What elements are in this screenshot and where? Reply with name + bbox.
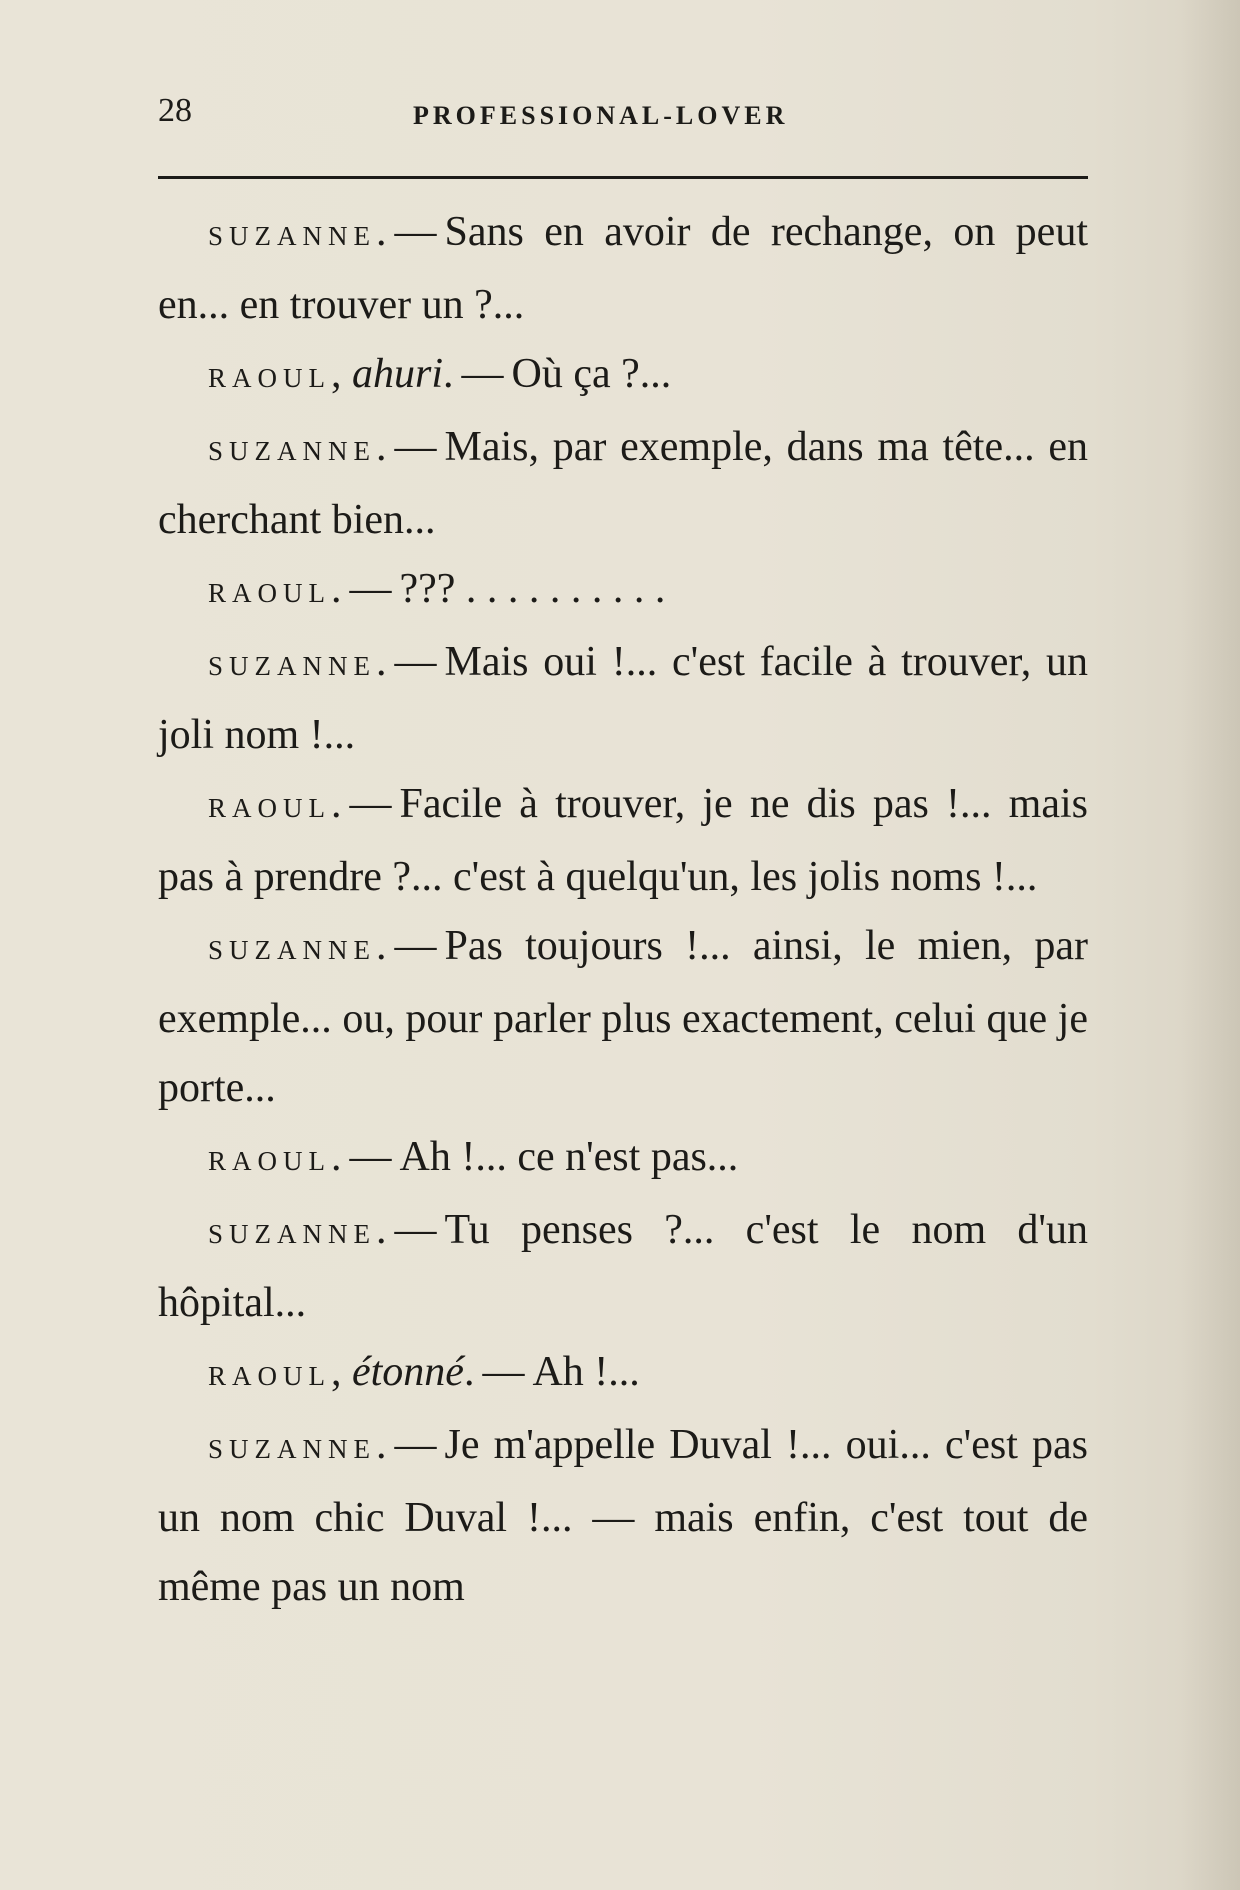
speaker-name: RAOUL <box>208 363 331 393</box>
page-edge-shadow <box>1180 0 1240 1890</box>
line-text: Mais oui !... c'est facile à trouver, un joli nom !... <box>158 639 1088 758</box>
header-rule <box>158 176 1088 179</box>
dialogue-line: SUZANNE. — Sans en avoir de rechange, on peut en... en trouver un ?... <box>158 209 1088 328</box>
speaker-name: RAOUL <box>208 1361 331 1391</box>
speaker-name: RAOUL <box>208 793 331 823</box>
line-text: Tu penses ?... c'est le nom d'un hôpital... <box>158 1207 1088 1326</box>
line-text: Où ça ?... <box>511 351 672 397</box>
page-header <box>158 92 1088 142</box>
stage-direction: étonné <box>352 1349 464 1395</box>
dialogue-line: SUZANNE. — Mais oui !... c'est facile à trouver, un joli nom !... <box>158 639 1088 758</box>
dialogue-line: RAOUL. — ??? . . . . . . . . . . <box>208 566 666 612</box>
dialogue-line: SUZANNE. — Pas toujours !... ainsi, le mien, par exemple... ou, pour parler plus exactement, celui que je porte... <box>158 923 1088 1111</box>
line-text: Pas toujours !... ainsi, le mien, par exemple... ou, pour parler plus exactement, celui que je porte... <box>158 923 1088 1111</box>
speaker-name: RAOUL <box>208 1146 331 1176</box>
dialogue-line: RAOUL. — Facile à trouver, je ne dis pas !... mais pas à prendre ?... c'est à quelqu'un, les jolis noms !... <box>158 781 1088 900</box>
line-text: Sans en avoir de rechange, on peut en... en trouver un ?... <box>158 209 1088 328</box>
speaker-name: SUZANNE <box>208 935 376 965</box>
speaker-name: SUZANNE <box>208 436 376 466</box>
speaker-name: SUZANNE <box>208 1434 376 1464</box>
line-text: Je m'appelle Duval !... oui... c'est pas un nom chic Duval !... — mais enfin, c'est tout de même pas un nom <box>158 1422 1088 1610</box>
running-title: PROFESSIONAL-LOVER <box>413 101 789 130</box>
speaker-name: SUZANNE <box>208 1219 376 1249</box>
line-text: Ah !... ce n'est pas... <box>399 1134 739 1180</box>
dialogue-line: SUZANNE. — Je m'appelle Duval !... oui... c'est pas un nom chic Duval !... — mais enfin, c'est tout de même pas un nom <box>158 1422 1088 1610</box>
speaker-name: SUZANNE <box>208 221 376 251</box>
line-text: ??? . . . . . . . . . . <box>399 566 666 612</box>
page-number: 28 <box>158 92 192 129</box>
line-text: Facile à trouver, je ne dis pas !... mais pas à prendre ?... c'est à quelqu'un, les jolis noms !... <box>158 781 1088 900</box>
stage-direction: ahuri <box>352 351 444 397</box>
line-text: Ah !... <box>532 1349 640 1395</box>
speaker-name: SUZANNE <box>208 651 376 681</box>
dialogue-line: SUZANNE. — Mais, par exemple, dans ma tête... en cherchant bien... <box>158 424 1088 543</box>
dialogue-line: SUZANNE. — Tu penses ?... c'est le nom d'un hôpital... <box>158 1207 1088 1326</box>
dialogue-line: RAOUL. — Ah !... ce n'est pas... <box>208 1134 739 1180</box>
dialogue-line: RAOUL, ahuri. — Où ça ?... <box>208 351 672 397</box>
dialogue-text <box>158 198 1088 1622</box>
speaker-name: RAOUL <box>208 578 331 608</box>
dialogue-line: RAOUL, étonné. — Ah !... <box>208 1349 640 1395</box>
line-text: Mais, par exemple, dans ma tête... en cherchant bien... <box>158 424 1088 543</box>
